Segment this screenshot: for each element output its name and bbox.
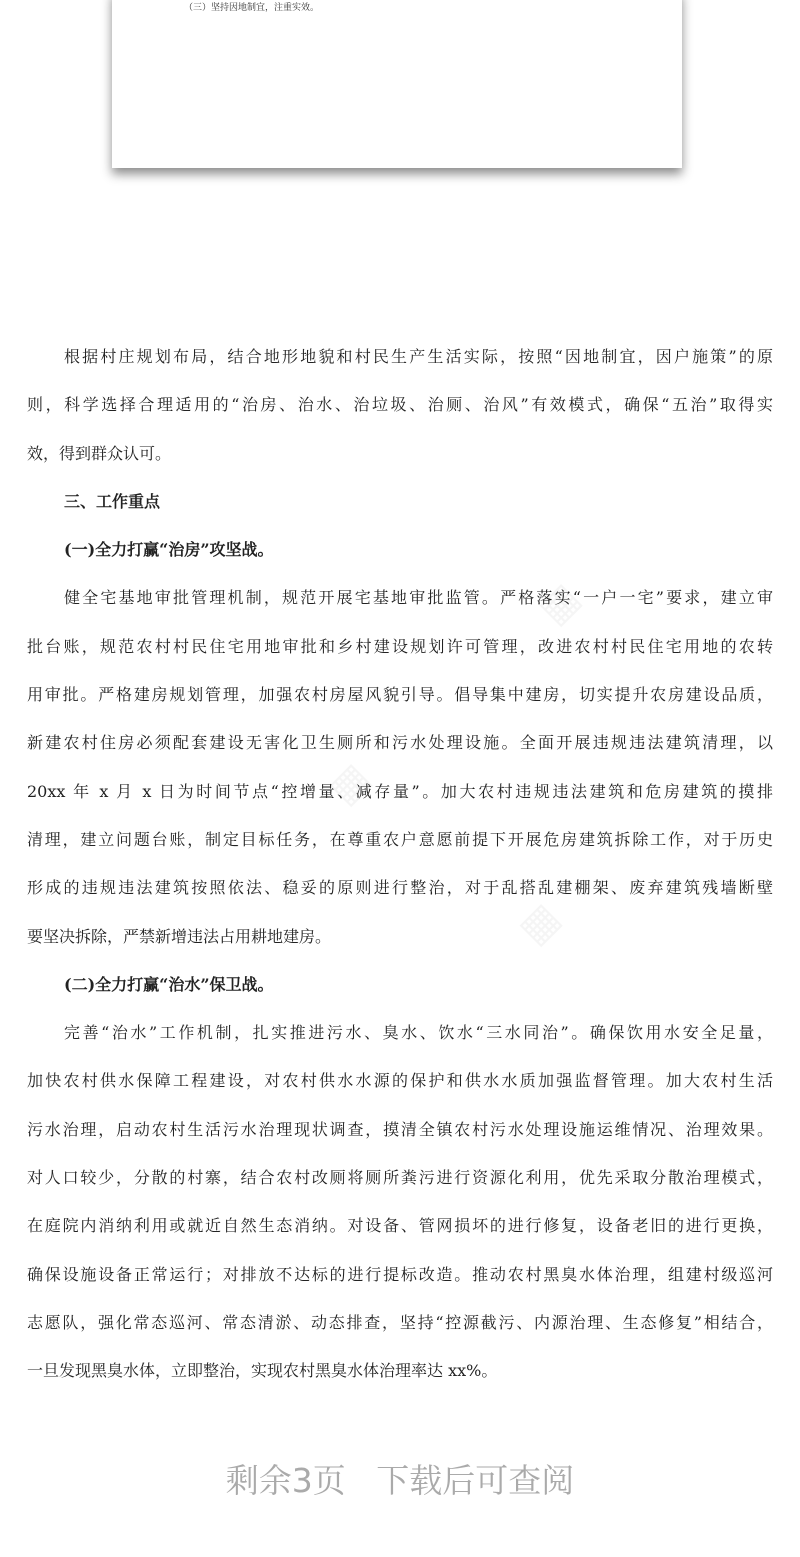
paragraph-line: 污水治理，启动农村生活污水治理现状调查，摸清全镇农村污水处理设施运维情况、治理效果。 [27, 1119, 773, 1139]
paragraph-line: 效，得到群众认可。 [27, 443, 172, 463]
paragraph-line: 健全宅基地审批管理机制，规范开展宅基地审批监管。严格落实“一户一宅”要求，建立审 [64, 588, 773, 608]
document-body [27, 340, 773, 1403]
paragraph-line: 对人口较少，分散的村寨，结合农村改厕将厕所粪污进行资源化利用，优先采取分散治理模式， [27, 1168, 773, 1188]
paragraph-line: 一旦发现黑臭水体，立即整治，实现农村黑臭水体治理率达 xx%。 [27, 1361, 498, 1381]
paragraph-line: 根据村庄规划布局，结合地形地貌和村民生产生活实际，按照“因地制宜，因户施策”的原 [64, 347, 773, 366]
preview-page-text: （三）坚持因地制宜，注重实效。 [184, 3, 320, 13]
paragraph-line: 用审批。严格建房规划管理，加强农村房屋风貌引导。倡导集中建房，切实提升农房建设品质， [27, 685, 773, 705]
paragraph-line: 确保设施设备正常运行；对排放不达标的进行提标改造。推动农村黑臭水体治理，组建村级巡河 [27, 1264, 773, 1284]
paragraph-line: 形成的违规违法建筑按照依法、稳妥的原则进行整治，对于乱搭乱建棚架、废弃建筑残墙断壁 [27, 878, 773, 898]
paragraph-line: 志愿队，强化常态巡河、常态清淤、动态排查，坚持“控源截污、内源治理、生态修复”相结合， [27, 1312, 773, 1332]
paragraph-line: 清理，建立问题台账，制定目标任务，在尊重农户意愿前提下开展危房建筑拆除工作，对于历史 [27, 829, 773, 849]
preview-page [112, 0, 682, 168]
download-prompt[interactable]: 剩余3页 下载后可查阅 [225, 1461, 575, 1500]
paragraph-line: 在庭院内消纳利用或就近自然生态消纳。对设备、管网损坏的进行修复，设备老旧的进行更换， [27, 1216, 773, 1236]
paragraph-line: 加快农村供水保障工程建设，对农村供水水源的保护和供水水质加强监督管理。加大农村生活 [27, 1071, 773, 1091]
section-heading: 三、工作重点 [64, 491, 161, 511]
paragraph-line: 新建农村住房必须配套建设无害化卫生厕所和污水处理设施。全面开展违规违法建筑清理，以 [27, 733, 773, 753]
subsection-heading: (一)全力打赢“治房”攻坚战。 [64, 540, 274, 560]
paragraph-line: 完善“治水”工作机制，扎实推进污水、臭水、饮水“三水同治”。确保饮用水安全足量， [64, 1023, 773, 1043]
paragraph-line: 20xx 年 x 月 x 日为时间节点“控增量、减存量”。加大农村违规违法建筑和危房建筑的摸排 [27, 781, 773, 801]
paragraph-line: 批台账，规范农村村民住宅用地审批和乡村建设规划许可管理，改进农村村民住宅用地的农转 [27, 636, 773, 656]
paragraph-line: 则，科学选择合理适用的“治房、治水、治垃圾、治厕、治风”有效模式，确保“五治”取得实 [27, 395, 773, 415]
subsection-heading: (二)全力打赢“治水”保卫战。 [64, 974, 274, 994]
paragraph-line: 要坚决拆除，严禁新增违法占用耕地建房。 [27, 926, 332, 946]
